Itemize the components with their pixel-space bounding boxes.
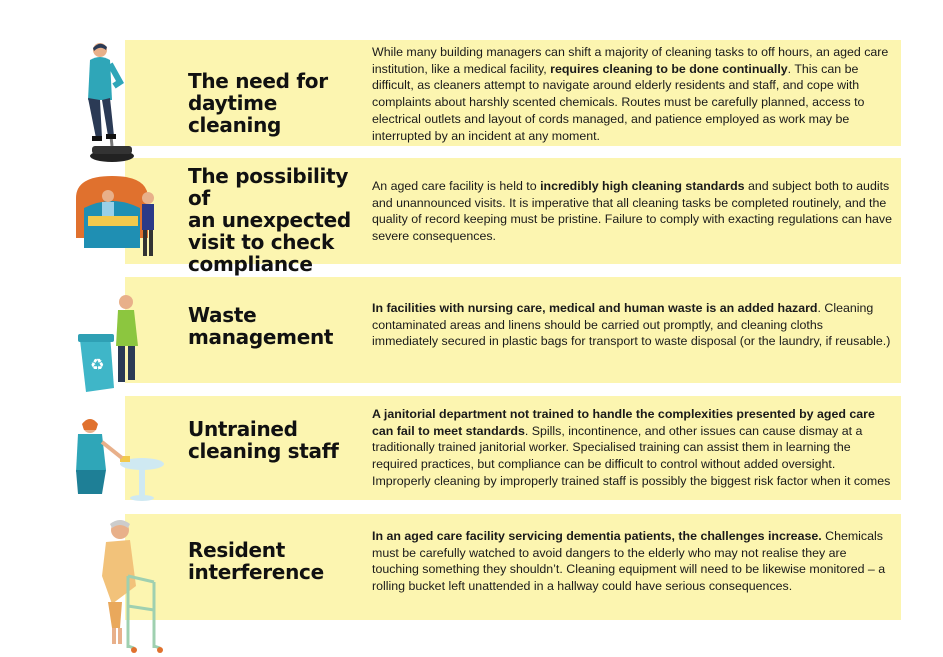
body-text: While many building managers can shift a majority of cleaning tasks to off hours, an aged care institution, like a medical facility, (372, 45, 889, 76)
section-title-line: interference (188, 560, 324, 584)
section-body (372, 528, 892, 595)
cleaner-hair (82, 419, 98, 430)
body-text: and subject both to audits and unannounced visits. It is imperative that all cleaning tasks be completed routinely, and the quality of record keeping must be pristine. Failure to comply with exacting regulations can have severe consequences. (372, 179, 892, 244)
cleaner-arm (102, 442, 122, 458)
reception-desk-visitor-illustration (62, 168, 172, 268)
section-title-line: daytime cleaning (188, 91, 282, 137)
section-title-line: Resident (188, 538, 286, 562)
body-emphasis: In an aged care facility servicing dementia patients, the challenges increase. (372, 529, 822, 543)
cleaner-pants (88, 98, 114, 138)
polisher-pad (92, 146, 132, 154)
worker-with-recycling-bin-illustration (62, 290, 172, 395)
section-title (188, 304, 368, 348)
desk-top (88, 216, 138, 226)
cleaner-shoe (92, 136, 102, 141)
worker-vest (116, 310, 138, 346)
body-text: . Spills, incontinence, and other issues can cause dismay at a traditionally trained janitorial worker. Specialised training can assist them in learning the required practices, but compliance can be difficult to control without added oversight. Improperly cleaning by improperly trained staff is possibly the biggest risk factor when it comes (372, 423, 891, 488)
recycle-icon: ♻ (90, 355, 105, 374)
section-title-line: The need for (188, 69, 328, 93)
cleaner-with-floor-polisher-illustration (62, 38, 172, 168)
resident-skirt (108, 602, 122, 628)
section-title (188, 70, 368, 136)
body-emphasis: requires cleaning to be done continually (550, 61, 788, 76)
walker-foot (131, 647, 137, 653)
section-daytime-cleaning (125, 40, 901, 146)
visitor-body (142, 204, 154, 230)
cleaner-shoe (106, 134, 116, 139)
cleaner-uniform (76, 434, 106, 472)
visitor-head (142, 192, 154, 204)
section-title-line: Waste (188, 303, 257, 327)
body-emphasis: incredibly high cleaning standards (540, 179, 745, 193)
section-title-line: Untrained (188, 417, 298, 441)
receptionist-body (102, 202, 114, 216)
recycling-bin-lid (78, 334, 114, 342)
worker-head (119, 295, 133, 309)
cleaner-uniform (88, 57, 112, 100)
visitor-leg (143, 230, 147, 256)
section-title-line: cleaning staff (188, 439, 339, 463)
section-unexpected-visit (125, 158, 901, 276)
section-resident-interference (125, 514, 901, 620)
resident-cardigan (102, 540, 136, 604)
section-waste-management (125, 277, 901, 383)
body-emphasis: In facilities with nursing care, medical and human waste is an added hazard (372, 301, 818, 315)
body-text: Chemicals must be carefully watched to avoid dangers to the elderly who may not realise they are touching something they shouldn’t. Cleaning equipment will need to be likewise monitored – a rolling bucket left unattended in a hallway could have serious consequences. (372, 529, 886, 594)
body-emphasis: A janitorial department not trained to handle the complexities presented by aged care can fail to meet standards (372, 407, 875, 438)
cleaner-wiping-table-illustration (62, 412, 172, 510)
body-text: . Cleaning contaminated areas and linens should be carried out promptly, and cleaning cloths immediately secured in plastic bags for transport to waste disposal (or the laundry, if reusable.) (372, 301, 891, 349)
elderly-resident-with-walker-illustration (62, 516, 172, 656)
walker-foot (157, 647, 163, 653)
section-body (372, 300, 892, 350)
visitor-leg (149, 230, 153, 256)
section-title-line: The possibility of (188, 164, 349, 210)
body-text: . This can be difficult, as cleaners attempt to navigate around elderly residents and staff, and cope with complaints about harshly scented chemicals. Routes must be carefully planned, access to electrical outlets and layout of cords managed, and patience employed as work may be interrupted by an incident at any moment. (372, 61, 865, 143)
body-text: An aged care facility is held to (372, 179, 541, 193)
resident-leg (118, 628, 122, 644)
section-title (188, 418, 368, 462)
section-title-line: compliance (188, 252, 313, 276)
worker-leg (118, 346, 125, 382)
section-untrained-staff (125, 396, 901, 500)
section-title-line: visit to check (188, 230, 335, 254)
section-body (372, 178, 892, 245)
section-body (372, 44, 892, 144)
receptionist-head (102, 190, 114, 202)
section-title (188, 165, 368, 275)
table-leg (139, 466, 145, 496)
resident-leg (112, 628, 116, 644)
section-title (188, 539, 368, 583)
worker-leg (128, 346, 135, 380)
cleaner-pants (76, 470, 106, 494)
section-title-line: an unexpected (188, 208, 351, 232)
section-title-line: management (188, 325, 334, 349)
section-body (372, 406, 892, 490)
cleaner-arm (110, 64, 120, 86)
table-base (130, 495, 154, 501)
